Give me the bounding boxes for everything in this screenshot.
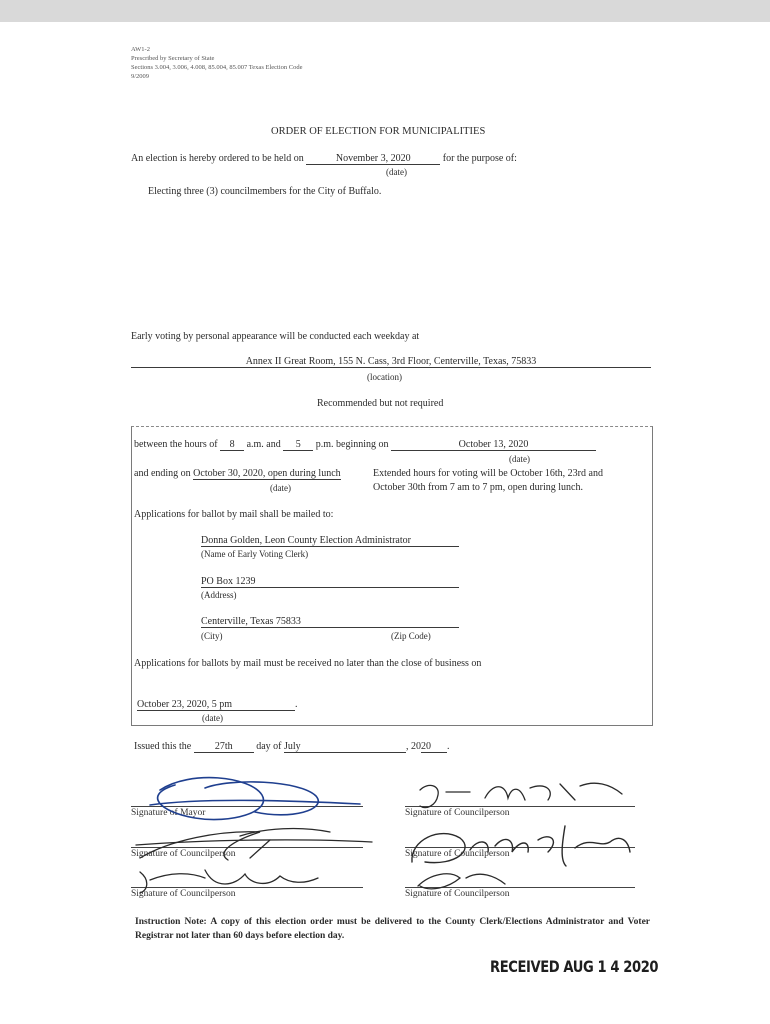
issued-year-prefix: , 20 bbox=[406, 741, 421, 752]
location-caption: (location) bbox=[367, 372, 402, 382]
begin-date-caption: (date) bbox=[509, 454, 530, 464]
revision-date: 9/2009 bbox=[131, 73, 150, 80]
city-caption: (City) bbox=[201, 631, 223, 641]
issued-year: 20 bbox=[421, 741, 447, 753]
address-caption: (Address) bbox=[201, 590, 237, 600]
deadline-line: October 23, 2020, 5 pm . bbox=[137, 699, 298, 710]
councilperson-2-signature-label: Signature of Councilperson bbox=[131, 889, 236, 899]
hours-pm-beginning: p.m. beginning on bbox=[315, 439, 389, 450]
begin-date: October 13, 2020 bbox=[391, 439, 596, 451]
clerk-address: PO Box 1239 bbox=[201, 576, 459, 588]
councilperson-1-signature-label: Signature of Councilperson bbox=[131, 849, 236, 859]
mail-intro: Applications for ballot by mail shall be mailed to: bbox=[134, 509, 334, 520]
hours-start: 8 bbox=[220, 439, 244, 451]
date-caption: (date) bbox=[386, 167, 407, 177]
document-title: ORDER OF ELECTION FOR MUNICIPALITIES bbox=[271, 126, 486, 137]
mayor-signature-ink bbox=[150, 778, 360, 820]
zip-caption: (Zip Code) bbox=[391, 631, 431, 641]
clerk-city: Centerville, Texas 75833 bbox=[201, 616, 459, 628]
code-sections: Sections 3.004, 3.006, 4.008, 85.004, 85.007 Texas Election Code bbox=[131, 64, 303, 71]
issued-day: 27th bbox=[194, 741, 254, 753]
councilperson-2-signature-ink bbox=[140, 870, 318, 893]
extended-hours-1: Extended hours for voting will be October 16th, 23rd and bbox=[373, 468, 603, 479]
mayor-signature-label: Signature of Mayor bbox=[131, 808, 206, 818]
councilperson-5-signature-ink bbox=[418, 874, 505, 889]
councilperson-4-signature-ink bbox=[412, 826, 630, 866]
clerk-name: Donna Golden, Leon County Election Administrator bbox=[201, 535, 459, 547]
councilperson-1-signature-ink bbox=[136, 829, 372, 860]
early-voting-intro: Early voting by personal appearance will be conducted each weekday at bbox=[131, 331, 420, 342]
issued-line: Issued this the 27th day of July , 2020 . bbox=[134, 741, 450, 752]
end-date-caption: (date) bbox=[270, 483, 291, 493]
issued-prefix: Issued this the bbox=[134, 741, 192, 752]
hours-between: between the hours of bbox=[134, 439, 218, 450]
election-date: November 3, 2020 bbox=[306, 153, 440, 165]
election-purpose: Electing three (3) councilmembers for the City of Buffalo. bbox=[148, 186, 382, 197]
extended-hours-2: October 30th from 7 am to 7 pm, open during lunch. bbox=[373, 482, 583, 493]
ending-on: and ending on bbox=[134, 468, 191, 479]
councilperson-3-signature-label: Signature of Councilperson bbox=[405, 808, 510, 818]
order-suffix: for the purpose of: bbox=[442, 153, 517, 164]
hours-end: 5 bbox=[283, 439, 313, 451]
councilperson-5-signature-label: Signature of Councilperson bbox=[405, 889, 510, 899]
councilperson-4-signature-label: Signature of Councilperson bbox=[405, 849, 510, 859]
mail-deadline: October 23, 2020, 5 pm bbox=[137, 699, 295, 711]
clerk-caption: (Name of Early Voting Clerk) bbox=[201, 549, 309, 559]
deadline-intro: Applications for ballots by mail must be received no later than the close of business on bbox=[134, 658, 482, 669]
hours-am-and: a.m. and bbox=[246, 439, 281, 450]
recommended-note: Recommended but not required bbox=[317, 398, 444, 409]
instruction-note: Instruction Note: A copy of this election order must be delivered to the County Clerk/Elections Administrator and Voter Registrar not later than 60 days before election day. bbox=[135, 917, 650, 941]
order-prefix: An election is hereby ordered to be held on bbox=[131, 153, 304, 164]
issued-month: July bbox=[284, 741, 406, 753]
form-id: AW1-2 bbox=[131, 46, 150, 53]
councilperson-3-signature-ink bbox=[420, 783, 622, 807]
received-stamp: RECEIVED AUG 1 4 2020 bbox=[490, 957, 659, 976]
deadline-caption: (date) bbox=[202, 713, 223, 723]
issued-day-of: day of bbox=[256, 741, 282, 752]
end-date: October 30, 2020, open during lunch bbox=[193, 468, 341, 479]
early-voting-location: Annex II Great Room, 155 N. Cass, 3rd Floor, Centerville, Texas, 75833 bbox=[131, 356, 651, 368]
prescribed-by: Prescribed by Secretary of State bbox=[131, 55, 215, 62]
